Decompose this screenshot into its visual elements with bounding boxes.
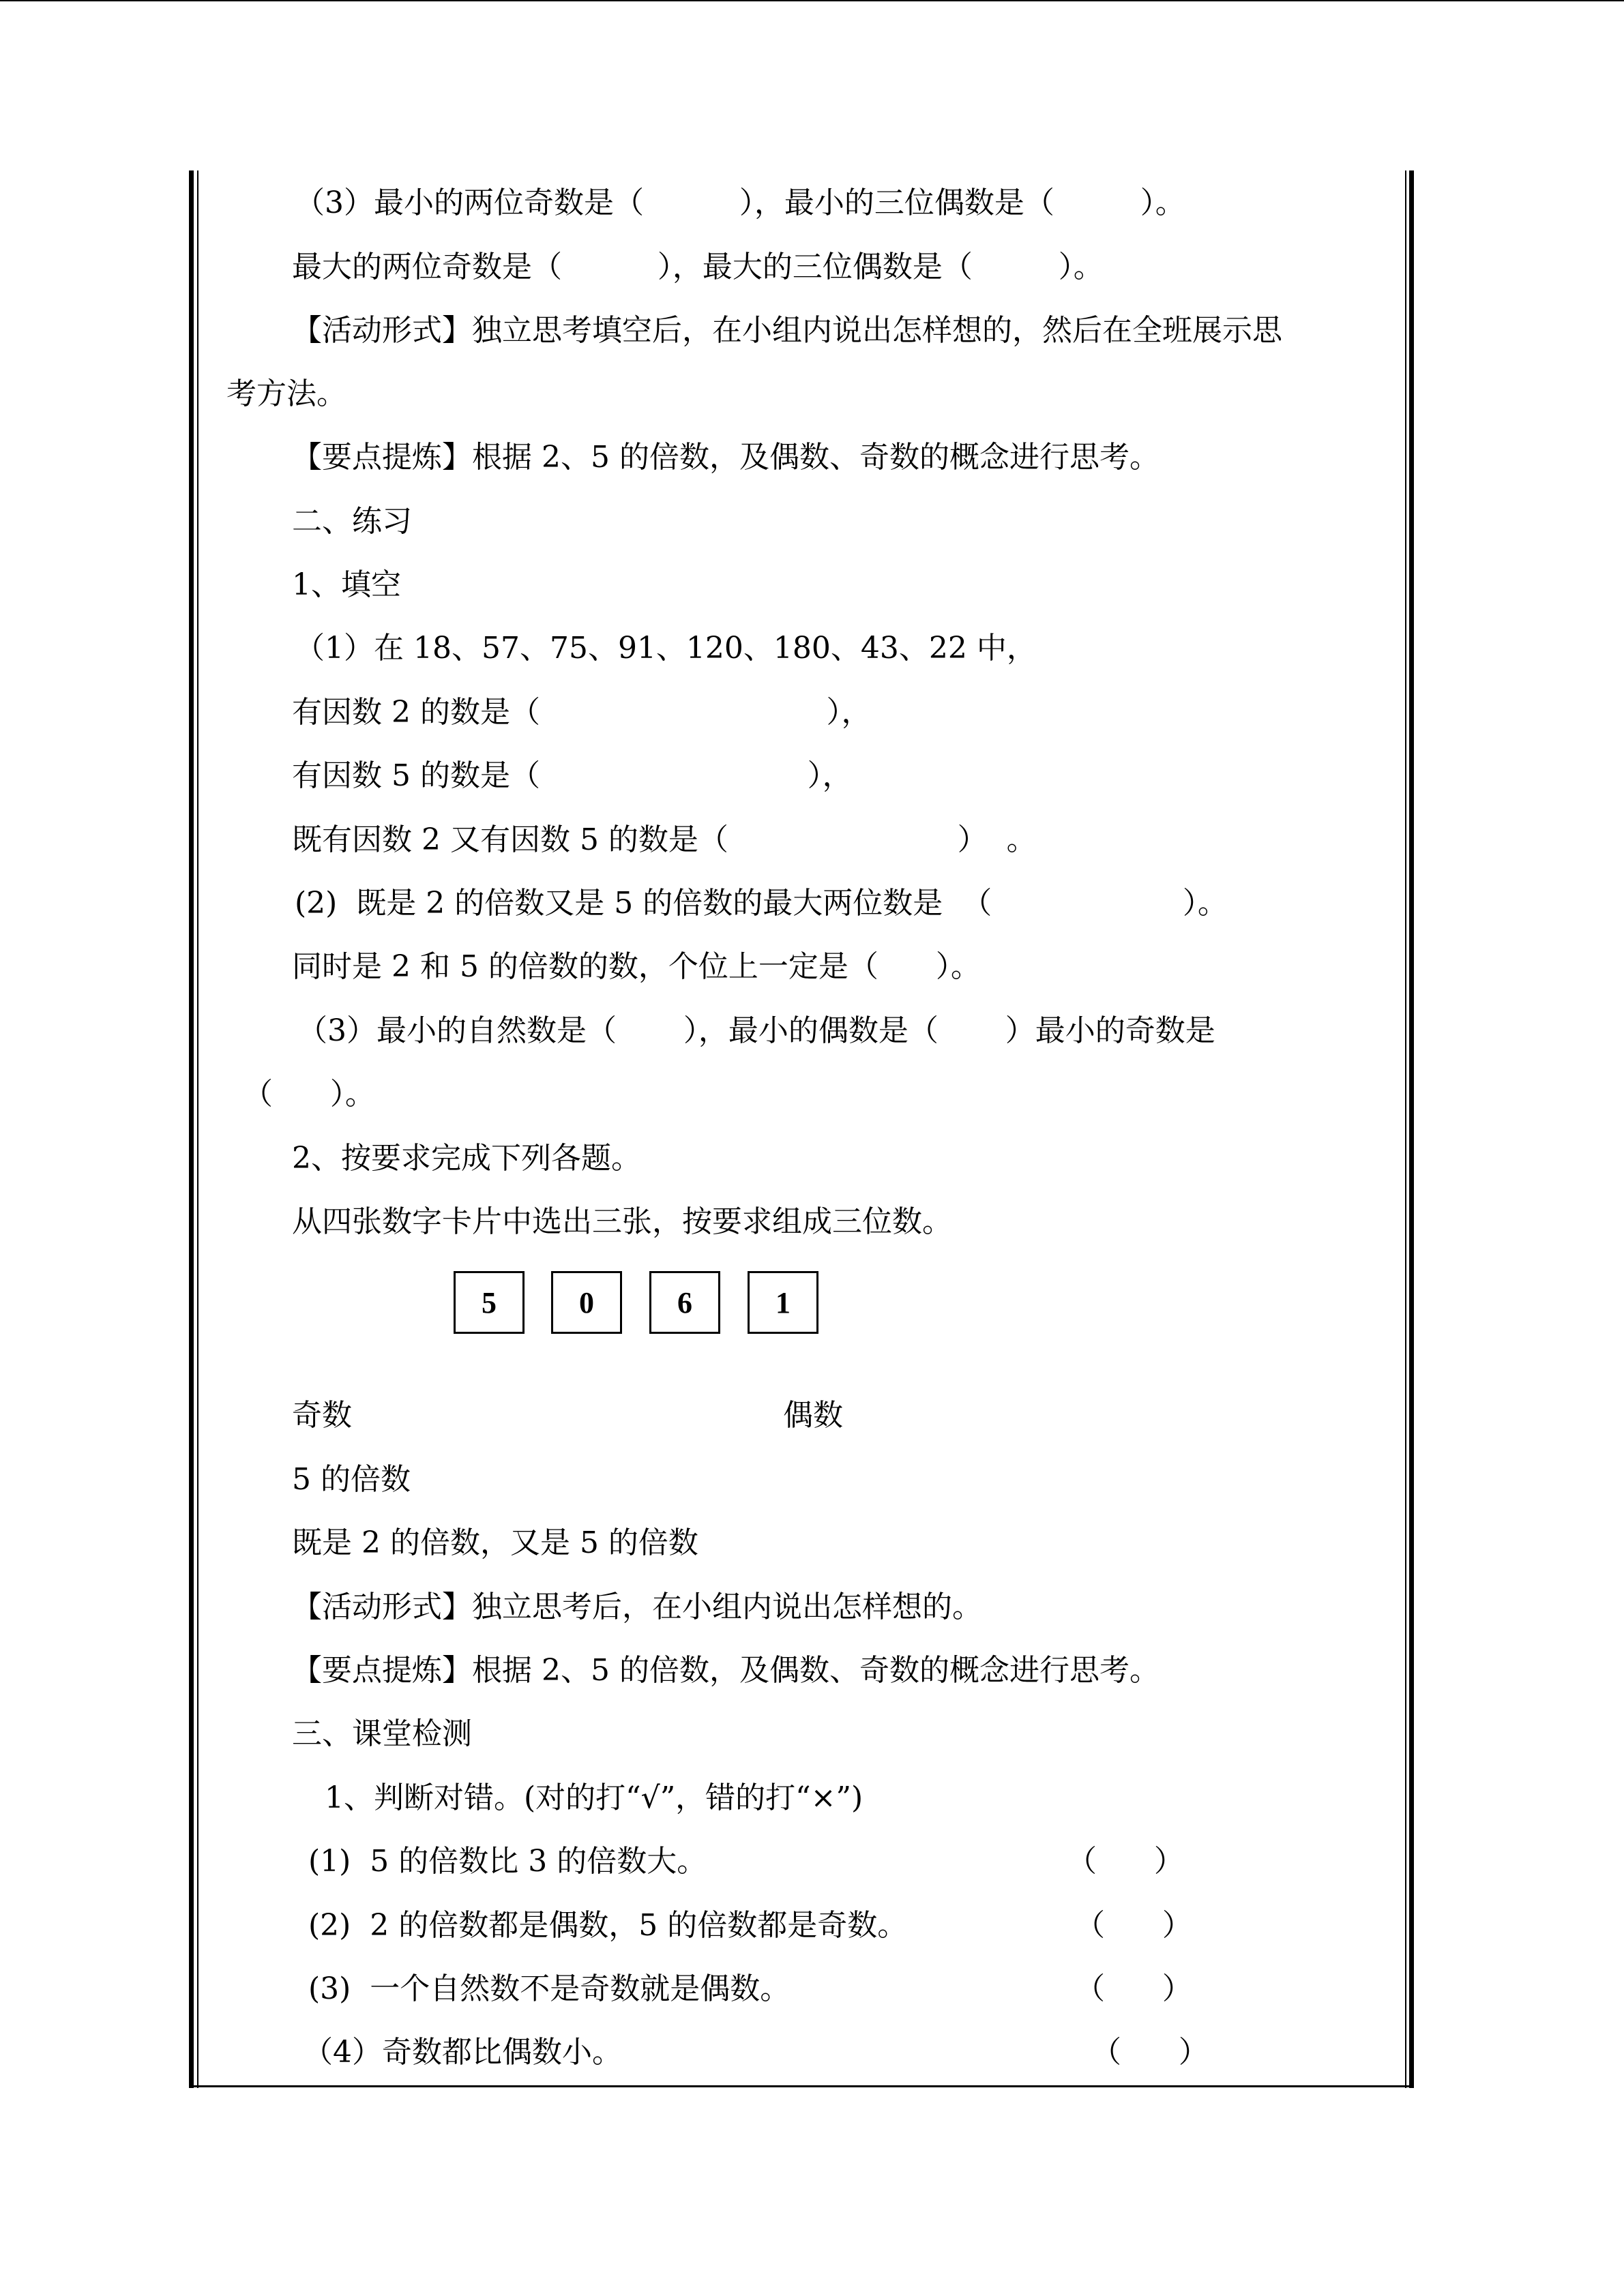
- section-practice-heading: 二、练习: [292, 504, 412, 539]
- tf-item-1: (1) 5 的倍数比 3 的倍数大。: [308, 1844, 707, 1879]
- fill-blank-heading: 1、填空: [292, 567, 401, 602]
- table-border-left-outer: [189, 170, 194, 2088]
- number-card-6: 6: [649, 1271, 720, 1334]
- tf-item-2: (2) 2 的倍数都是偶数，5 的倍数都是奇数。: [308, 1908, 908, 1943]
- tf-item-3: (3) 一个自然数不是奇数就是偶数。: [308, 1971, 791, 2006]
- fill-1-intro: （1）在 18、57、75、91、120、180、43、22 中，: [295, 631, 1037, 666]
- tf-item-2-answer: （ ）: [1075, 1908, 1192, 1943]
- task-2-heading: 2、按要求完成下列各题。: [292, 1141, 641, 1176]
- table-border-right-outer: [1409, 170, 1414, 2088]
- label-odd: 奇数: [292, 1398, 352, 1433]
- question-3-line-2: 最大的两位奇数是（ ），最大的三位偶数是（ ）。: [292, 250, 1104, 284]
- activity-form-2: 【活动形式】独立思考后，在小组内说出怎样想的。: [292, 1590, 982, 1624]
- fill-1-factor-5: 有因数 5 的数是（ ），: [292, 758, 853, 793]
- tf-item-4: （4）奇数都比偶数小。: [303, 2035, 622, 2070]
- number-card-1: 1: [748, 1271, 818, 1334]
- activity-form-1: 【活动形式】独立思考填空后，在小组内说出怎样想的，然后在全班展示思: [292, 313, 1282, 348]
- fill-3-line-2: （ ）。: [243, 1077, 375, 1112]
- fill-1-factor-2-and-5: 既有因数 2 又有因数 5 的数是（ ） 。: [292, 822, 1037, 857]
- tf-item-3-answer: （ ）: [1075, 1971, 1192, 2006]
- fill-2-line-1: (2) 既是 2 的倍数又是 5 的倍数的最大两位数是 （ ）。: [295, 886, 1228, 921]
- key-points-2: 【要点提炼】根据 2、5 的倍数，及偶数、奇数的概念进行思考。: [292, 1653, 1160, 1688]
- table-border-left-inner: [197, 170, 198, 2088]
- label-multiple-of-2-and-5: 既是 2 的倍数，又是 5 的倍数: [292, 1525, 698, 1560]
- label-multiple-of-5: 5 的倍数: [292, 1462, 411, 1497]
- question-3-line-1: （3）最小的两位奇数是（ ），最小的三位偶数是（ ）。: [295, 185, 1185, 220]
- activity-form-1-cont: 考方法。: [226, 376, 346, 411]
- fill-3-line-1: （3）最小的自然数是（ ），最小的偶数是（ ）最小的奇数是: [297, 1013, 1215, 1048]
- key-points-1: 【要点提炼】根据 2、5 的倍数，及偶数、奇数的概念进行思考。: [292, 440, 1160, 475]
- label-even: 偶数: [783, 1398, 843, 1433]
- table-border-right-inner: [1405, 170, 1406, 2088]
- table-border-bottom: [189, 2085, 1414, 2087]
- number-card-0: 0: [551, 1271, 622, 1334]
- section-check-heading: 三、课堂检测: [292, 1716, 472, 1751]
- fill-2-line-2: 同时是 2 和 5 的倍数的数，个位上一定是（ ）。: [292, 949, 981, 984]
- task-2-instruction: 从四张数字卡片中选出三张，按要求组成三位数。: [292, 1204, 952, 1239]
- fill-1-factor-2: 有因数 2 的数是（ ），: [292, 695, 872, 730]
- number-card-5: 5: [454, 1271, 525, 1334]
- page-top-rule: [0, 0, 1624, 1]
- tf-item-1-answer: （ ）: [1067, 1844, 1184, 1879]
- tf-item-4-answer: （ ）: [1091, 2035, 1209, 2070]
- true-false-heading: 1、判断对错。(对的打“√”，错的打“×”): [325, 1780, 863, 1815]
